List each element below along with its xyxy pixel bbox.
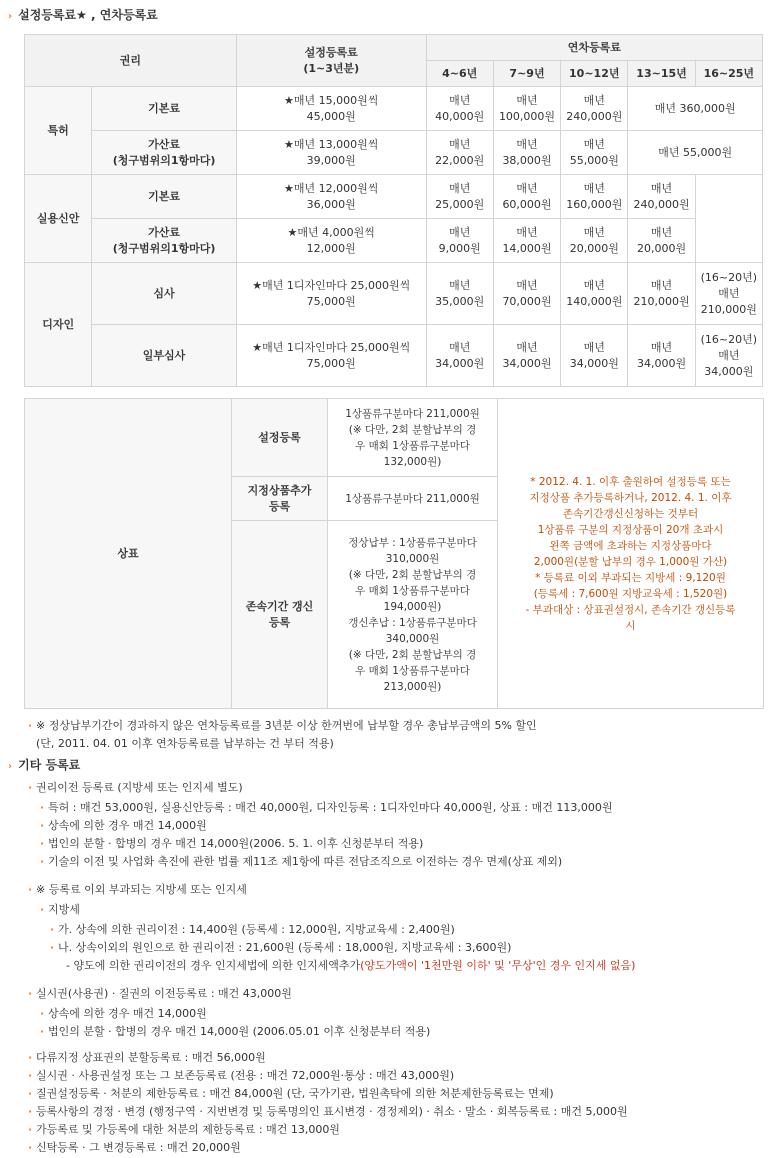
setup-fee: ★매년 1디자인마다 25,000원씩 75,000원 (236, 325, 426, 387)
license-item: · 법인의 분할 · 합병의 경우 매건 14,000원 (2006.05.01 이후 신청분부터 적용) (48, 1024, 430, 1040)
annual-fee: 매년 55,000원 (628, 131, 763, 175)
misc-item: · 가등록료 및 가등록에 대한 처분의 제한등록료 : 매건 13,000원 (36, 1122, 340, 1138)
row-label: 가산료 (청구범위의1항마다) (92, 219, 237, 263)
trademark-row-label: 존속기간 갱신 등록 (232, 521, 328, 709)
setup-fee: ★매년 1디자인마다 25,000원씩 75,000원 (236, 263, 426, 325)
trademark-row-label: 설정등록 (232, 399, 328, 477)
header-period: 16~25년 (695, 61, 762, 87)
setup-fee: ★매년 15,000원씩 45,000원 (236, 87, 426, 131)
annual-fee: (16~20년) 매년 210,000원 (695, 263, 762, 325)
annual-fee: 매년 22,000원 (426, 131, 493, 175)
license-title: · 실시권(사용권) · 질권의 이전등록료 : 매건 43,000원 (36, 986, 292, 1002)
tax-stamp-exemption: (양도가액이 '1천만원 이하' 및 '무상'인 경우 인지세 없음) (360, 959, 636, 972)
annual-fee: 매년 160,000원 (561, 175, 628, 219)
section-title-other-text: 기타 등록료 (18, 758, 81, 772)
header-annual: 연차등록료 (426, 35, 762, 61)
annual-fee: 매년 140,000원 (561, 263, 628, 325)
header-period: 13~15년 (628, 61, 695, 87)
annual-fee: 매년 240,000원 (561, 87, 628, 131)
annual-fee: 매년 38,000원 (493, 131, 560, 175)
transfer-item: · 법인의 분할 · 합병의 경우 매건 14,000원(2006. 5. 1. 이후 신청분부터 적용) (48, 836, 423, 852)
annual-fee: 매년 34,000원 (426, 325, 493, 387)
annual-fee: (16~20년) 매년 34,000원 (695, 325, 762, 387)
discount-note-detail: (단, 2011. 04. 01 이후 연차등록료를 납부하는 건 부터 적용) (36, 737, 334, 750)
misc-item: · 다류지정 상표권의 분할등록료 : 매건 56,000원 (36, 1050, 266, 1066)
tax-item-stamp (66, 958, 635, 974)
transfer-item: · 상속에 의한 경우 매건 14,000원 (48, 818, 207, 834)
annual-fee: 매년 20,000원 (628, 219, 695, 263)
trademark-fee: 1상품류구분마다 211,000원 (328, 477, 498, 521)
section-title-other (8, 756, 80, 773)
tax-stamp-text: - 양도에 의한 권리이전의 경우 인지세법에 의한 인지세액추가 (66, 959, 361, 972)
empty-cell (695, 175, 762, 263)
annual-fee: 매년 70,000원 (493, 263, 560, 325)
setup-fee: ★매년 13,000원씩 39,000원 (236, 131, 426, 175)
section-title-fees-text: 설정등록료★ , 연차등록료 (18, 8, 158, 22)
group-design: 디자인 (25, 263, 92, 387)
tax-local: · 지방세 (48, 902, 80, 918)
annual-fee: 매년 40,000원 (426, 87, 493, 131)
annual-fee: 매년 60,000원 (493, 175, 560, 219)
header-period: 7~9년 (493, 61, 560, 87)
trademark-fee: 1상품류구분마다 211,000원 (※ 다만, 2회 분할납부의 경 우 매회 1상품류구분마다 132,000원) (328, 399, 498, 477)
annual-fee: 매년 210,000원 (628, 263, 695, 325)
annual-fee: 매년 35,000원 (426, 263, 493, 325)
row-label: 기본료 (92, 175, 237, 219)
annual-fee: 매년 25,000원 (426, 175, 493, 219)
row-label: 일부심사 (92, 325, 237, 387)
setup-fee: ★매년 4,000원씩 12,000원 (236, 219, 426, 263)
row-label: 기본료 (92, 87, 237, 131)
tax-item: · 가. 상속에 의한 권리이전 : 14,400원 (등록세 : 12,000원, 지방교육세 : 2,400원) (58, 922, 455, 938)
annual-fee: 매년 240,000원 (628, 175, 695, 219)
annual-fee: 매년 34,000원 (561, 325, 628, 387)
header-period: 10~12년 (561, 61, 628, 87)
group-utility: 실용신안 (25, 175, 92, 263)
row-label: 가산료 (청구범위의1항마다) (92, 131, 237, 175)
annual-fee: 매년 9,000원 (426, 219, 493, 263)
misc-item: · 질권설정등록 · 처분의 제한등록료 : 매건 84,000원 (단, 국가기관, 법원촉탁에 의한 처분제한등록료는 면제) (36, 1086, 554, 1102)
header-setup: 설정등록료 (1~3년분) (236, 35, 426, 87)
transfer-item: · 특허 : 매건 53,000원, 실용신안등록 : 매건 40,000원, 디자인등록 : 1디자인마다 40,000원, 상표 : 매건 113,000원 (48, 800, 613, 816)
annual-fee: 매년 360,000원 (628, 87, 763, 131)
misc-item: · 실시권 · 사용권설정 또는 그 보존등록료 (전용 : 매건 72,000원·통상 : 매건 43,000원) (36, 1068, 454, 1084)
trademark-note: * 2012. 4. 1. 이후 출원하여 설정등록 또는 지정상품 추가등록하거나, 2012. 4. 1. 이후 존속기간갱신신청하는 것부터 1상품류 구분의 지정상품이 20개 초과시 왼쪽 금액에 초과하는 지정상품마다 2,000원(분할 납부의 경우 1,000원 가산) * 등록료 이외 부과되는 지방세 : 9,120원 (등록세 : 7,600원 지방교육세 : 1,520원) - 부과대상 : 상표권설정시, 존속기간 갱신등록 시 (498, 399, 764, 709)
annual-fee: 매년 100,000원 (493, 87, 560, 131)
discount-note: · ※ 정상납부기간이 경과하지 않은 연차등록료를 3년분 이상 한꺼번에 납부할 경우 총납부금액의 5% 할인 (36, 718, 537, 734)
transfer-item: · 기술의 이전 및 사업화 촉진에 관한 법률 제11조 제1항에 따른 전담조직으로 이전하는 경우 면제(상표 제외) (48, 854, 562, 870)
trademark-row-label: 지정상품추가 등록 (232, 477, 328, 521)
header-right: 권리 (25, 35, 237, 87)
annual-fee: 매년 55,000원 (561, 131, 628, 175)
annual-fee: 매년 34,000원 (628, 325, 695, 387)
license-item: · 상속에 의한 경우 매건 14,000원 (48, 1006, 207, 1022)
header-period: 4~6년 (426, 61, 493, 87)
misc-item: · 등록사항의 경정 · 변경 (행정구역 · 지번변경 및 등록명의인 표시변경 · 경정제외) · 취소 · 말소 · 회복등록료 : 매건 5,000원 (36, 1104, 628, 1120)
section-title-fees (8, 6, 158, 23)
transfer-title: · 권리이전 등록료 (지방세 또는 인지세 별도) (36, 780, 243, 796)
annual-fee: 매년 34,000원 (493, 325, 560, 387)
tax-item: · 나. 상속이외의 원인으로 한 권리이전 : 21,600원 (등록세 : 18,000원, 지방교육세 : 3,600원) (58, 940, 511, 956)
setup-fee: ★매년 12,000원씩 36,000원 (236, 175, 426, 219)
group-patent: 특허 (25, 87, 92, 175)
annual-fee: 매년 14,000원 (493, 219, 560, 263)
trademark-category: 상표 (25, 399, 232, 709)
arrow-icon: › (8, 11, 13, 22)
misc-item: · 신탁등록 · 그 변경등록료 : 매건 20,000원 (36, 1140, 241, 1156)
arrow-icon: › (8, 761, 13, 772)
fee-table (24, 34, 763, 387)
annual-fee: 매년 20,000원 (561, 219, 628, 263)
trademark-fee: 정상납부 : 1상품류구분마다 310,000원 (※ 다만, 2회 분할납부의 경 우 매회 1상품류구분마다 194,000원) 갱신추납 : 1상품류구분마다 340,000원 (※ 다만, 2회 분할납부의 경 우 매회 1상품류구분마다 213,000원) (328, 521, 498, 709)
row-label: 심사 (92, 263, 237, 325)
trademark-table (24, 398, 764, 709)
tax-title: · ※ 등록료 이외 부과되는 지방세 또는 인지세 (36, 882, 247, 898)
